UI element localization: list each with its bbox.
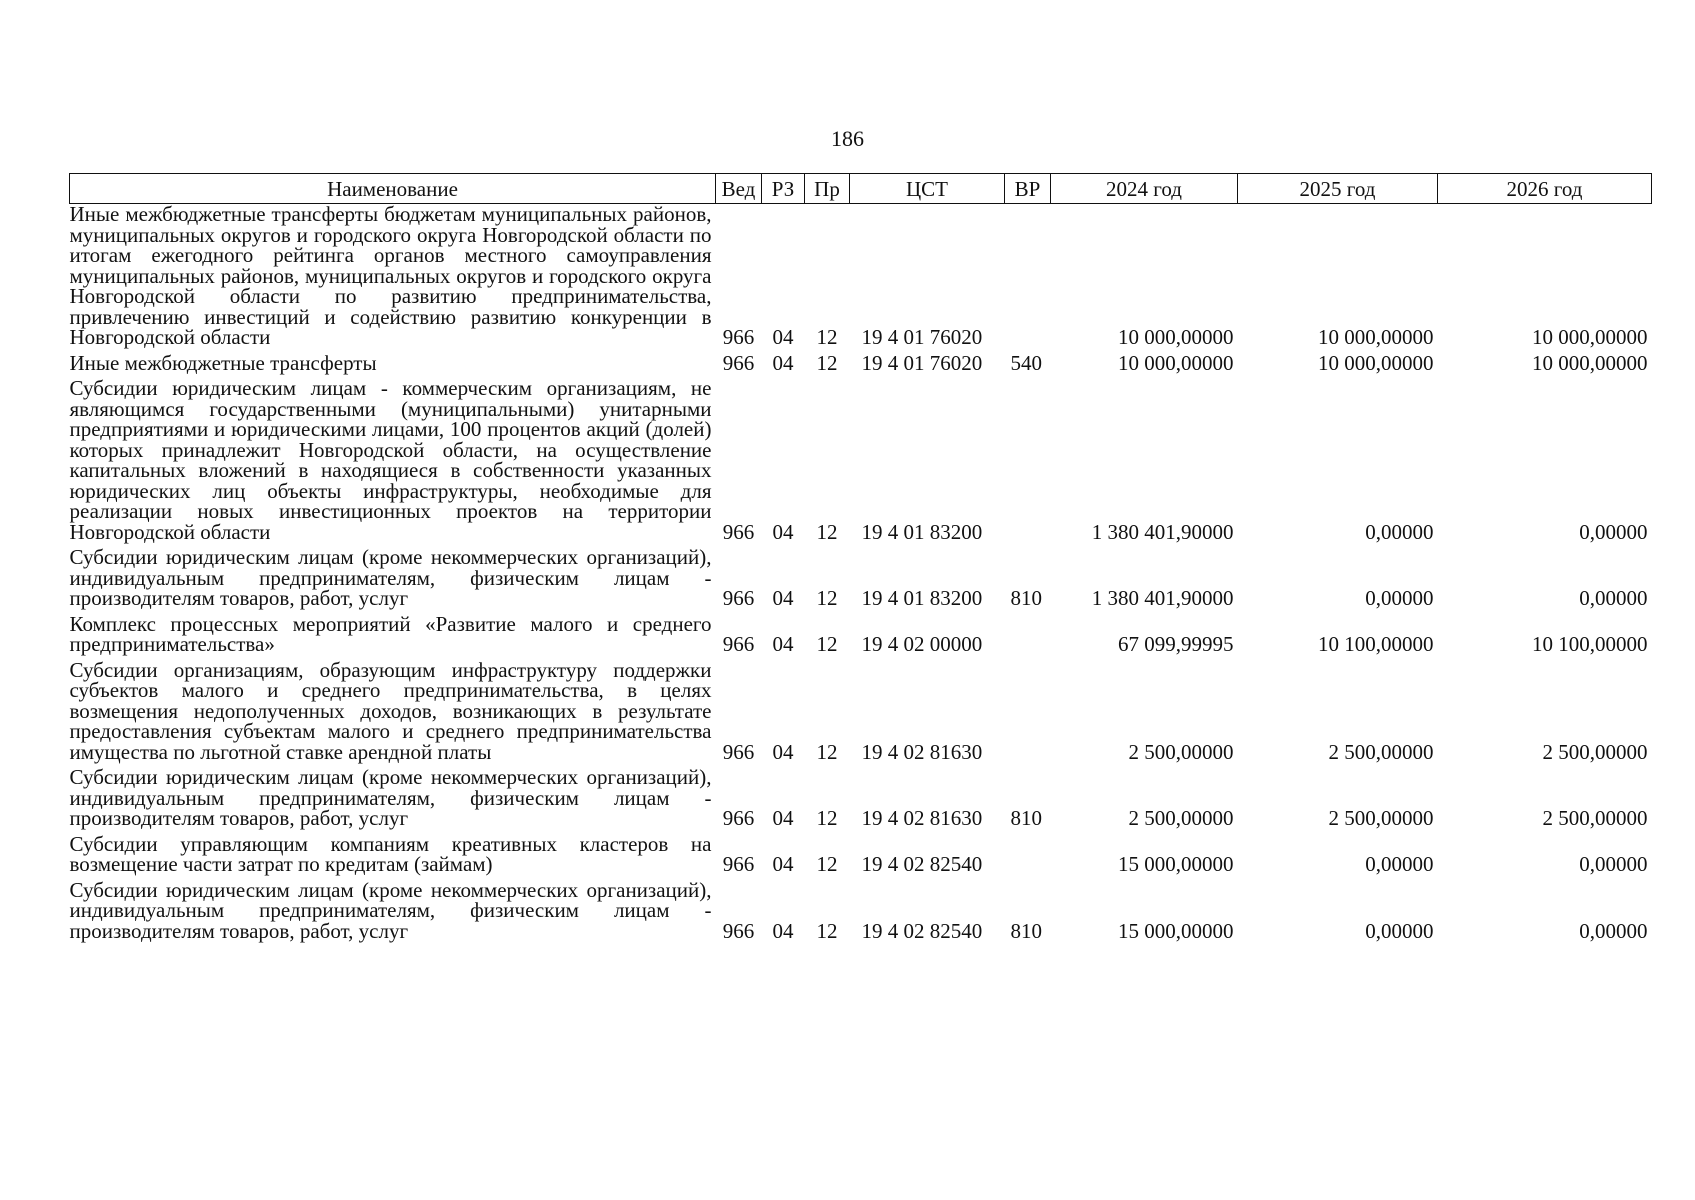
table-row (70, 767, 1652, 834)
row-name: Субсидии организациям, образующим инфраструктуру поддержки субъектов малого и среднего предпринимательства, в целях возмещения недополученных доходов, возникающих в результате предоставления субъектам малого и среднего предпринимательства имущества по льготной ставке арендной платы (69, 657, 712, 764)
row-rz: 04 (772, 325, 794, 349)
table-row (70, 204, 1652, 353)
row-cst: 19 4 02 81630 (861, 806, 983, 830)
row-name: Иные межбюджетные трансферты (69, 350, 377, 375)
row-2026: 10 000,00000 (1532, 325, 1648, 349)
row-pr: 12 (816, 852, 838, 876)
row-2026: 0,00000 (1579, 852, 1648, 876)
row-name: Субсидии юридическим лицам (кроме некоммерческих организаций), индивидуальным предпринимателям, физическим лицам - производителям товаров, работ, услуг (69, 877, 712, 943)
row-ved: 966 (722, 918, 755, 943)
row-name: Субсидии юридическим лицам (кроме некоммерческих организаций), индивидуальным предпринимателям, физическим лицам - производителям товаров, работ, услуг (69, 545, 712, 610)
row-pr: 12 (816, 325, 838, 349)
table-row (70, 378, 1652, 547)
row-2026: 0,00000 (1579, 586, 1648, 610)
row-vr (1005, 660, 1051, 768)
row-2025: 10 100,00000 (1318, 632, 1434, 656)
row-2025: 0,00000 (1365, 918, 1434, 943)
row-2024: 15 000,00000 (1118, 852, 1234, 876)
row-name: Субсидии управляющим компаниям креативных кластеров на возмещение части затрат по кредитам (займам) (69, 831, 712, 876)
row-2026: 10 100,00000 (1532, 632, 1648, 656)
row-ved: 966 (722, 632, 755, 656)
row-2025: 0,00000 (1365, 586, 1434, 610)
row-rz: 04 (772, 519, 794, 544)
col-header-ved: Вед (716, 174, 762, 204)
row-ved: 966 (722, 350, 755, 375)
row-2025: 2 500,00000 (1328, 739, 1434, 764)
row-vr: 540 (1010, 350, 1042, 375)
row-pr: 12 (816, 918, 838, 943)
row-rz: 04 (772, 806, 794, 830)
row-rz: 04 (772, 350, 794, 375)
row-ved: 966 (722, 739, 755, 764)
table-row (70, 834, 1652, 880)
row-cst: 19 4 02 00000 (861, 632, 983, 656)
row-name: Субсидии юридическим лицам - коммерческим организациям, не являющимся государственными (муниципальными) унитарными предприятиями и юридическими лицами, 100 процентов акций (долей) которых принадлежит Новгородской области, на осуществление капитальных вложений в находящиеся в собственности указанных юридических лиц объекты инфраструктуры, необходимые для реализации новых инвестиционных проектов на территории Новгородской области (69, 376, 712, 544)
row-vr: 810 (1010, 586, 1042, 610)
table-row (70, 614, 1652, 660)
table-row (70, 353, 1652, 379)
col-header-pr: Пр (805, 174, 850, 204)
header-row (70, 174, 1652, 204)
row-rz: 04 (772, 918, 794, 943)
row-cst: 19 4 01 76020 (861, 325, 983, 349)
row-2024: 1 380 401,90000 (1091, 519, 1234, 544)
row-cst: 19 4 02 82540 (861, 852, 983, 876)
row-pr: 12 (816, 806, 838, 830)
row-name: Субсидии юридическим лицам (кроме некоммерческих организаций), индивидуальным предпринимателям, физическим лицам - производителям товаров, работ, услуг (69, 765, 712, 830)
row-name: Комплекс процессных мероприятий «Развитие малого и среднего предпринимательства» (69, 611, 712, 656)
row-2024: 1 380 401,90000 (1091, 586, 1234, 610)
table-row (70, 660, 1652, 768)
col-header-2026: 2026 год (1438, 174, 1652, 204)
row-cst: 19 4 01 83200 (861, 586, 983, 610)
col-header-2024: 2024 год (1051, 174, 1238, 204)
row-vr (1005, 204, 1051, 353)
row-cst: 19 4 01 76020 (861, 350, 983, 375)
row-2024: 2 500,00000 (1128, 806, 1234, 830)
row-2024: 67 099,99995 (1118, 632, 1234, 656)
row-cst: 19 4 01 83200 (861, 519, 983, 544)
table-row (70, 547, 1652, 614)
row-2024: 2 500,00000 (1128, 739, 1234, 764)
col-header-rz: РЗ (762, 174, 805, 204)
row-2025: 0,00000 (1365, 852, 1434, 876)
row-2024: 10 000,00000 (1118, 350, 1234, 375)
row-2025: 0,00000 (1365, 519, 1434, 544)
row-vr (1005, 834, 1051, 880)
row-2025: 2 500,00000 (1328, 806, 1434, 830)
row-2024: 10 000,00000 (1118, 325, 1234, 349)
row-name: Иные межбюджетные трансферты бюджетам муниципальных районов, муниципальных округов и городского округа Новгородской области по итогам ежегодного рейтинга органов местного самоуправления муниципальных районов, муниципальных округов и городского округа Новгородской области по развитию предпринимательства, привлечению инвестиций и содействию развитию конкуренции в Новгородской области (69, 202, 712, 349)
budget-table (69, 173, 1652, 946)
row-rz: 04 (772, 586, 794, 610)
row-ved: 966 (722, 586, 755, 610)
row-pr: 12 (816, 586, 838, 610)
row-pr: 12 (816, 632, 838, 656)
row-2026: 10 000,00000 (1532, 350, 1648, 375)
row-cst: 19 4 02 81630 (861, 739, 983, 764)
row-rz: 04 (772, 739, 794, 764)
row-pr: 12 (816, 519, 838, 544)
row-vr: 810 (1010, 918, 1042, 943)
row-rz: 04 (772, 632, 794, 656)
row-cst: 19 4 02 82540 (861, 918, 983, 943)
row-2025: 10 000,00000 (1318, 325, 1434, 349)
row-2026: 0,00000 (1579, 918, 1648, 943)
page-number: 186 (831, 126, 864, 151)
row-rz: 04 (772, 852, 794, 876)
row-ved: 966 (722, 325, 755, 349)
row-2026: 0,00000 (1579, 519, 1648, 544)
row-2026: 2 500,00000 (1542, 739, 1648, 764)
row-2025: 10 000,00000 (1318, 350, 1434, 375)
col-header-name: Наименование (70, 174, 716, 204)
table-row (70, 880, 1652, 947)
col-header-cst: ЦСТ (850, 174, 1005, 204)
row-2024: 15 000,00000 (1118, 918, 1234, 943)
row-vr: 810 (1010, 806, 1042, 830)
row-2026: 2 500,00000 (1542, 806, 1648, 830)
col-header-vr: ВР (1005, 174, 1051, 204)
row-vr (1005, 614, 1051, 660)
col-header-2025: 2025 год (1238, 174, 1438, 204)
row-ved: 966 (722, 519, 755, 544)
row-pr: 12 (816, 350, 838, 375)
row-ved: 966 (722, 852, 755, 876)
row-pr: 12 (816, 739, 838, 764)
row-ved: 966 (722, 806, 755, 830)
row-vr (1005, 378, 1051, 547)
